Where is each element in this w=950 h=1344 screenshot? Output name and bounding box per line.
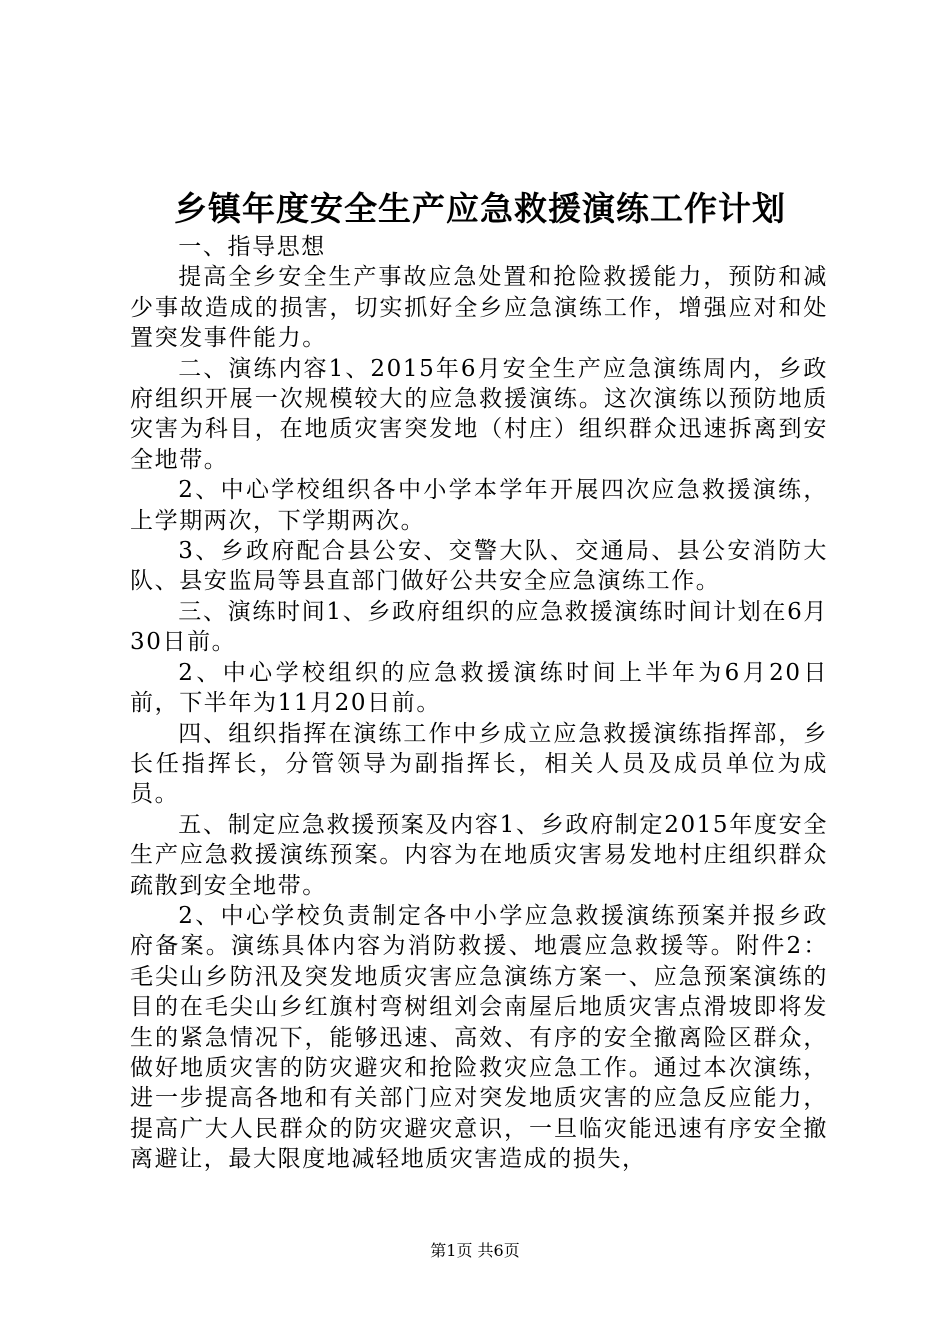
section-heading: 一、指导思想 [178,234,326,260]
paragraph: 2、中心学校组织各中小学本学年开展四次应急救援演练，上学期两次，下学期两次。 [130,477,828,534]
paragraph: 3、乡政府配合县公安、交警大队、交通局、县公安消防大队、县安监局等县直部门做好公共安全应急演练工作。 [130,538,828,595]
paragraph: 2、中心学校负责制定各中小学应急救援演练预案并报乡政府备案。演练具体内容为消防救援、地震应急救援等。附件2：毛尖山乡防汛及突发地质灾害应急演练方案一、应急预案演练的目的在毛尖山乡红旗村弯树组刘会南屋后地质灾害点滑坡即将发生的紧急情况下，能够迅速、高效、有序的安全撤离险区群众，做好地质灾害的防灾避灾和抢险救灾应急工作。通过本次演练，进一步提高各地和有关部门应对突发地质灾害的应急反应能力，提高广大人民群众的防灾避灾意识，一旦临灾能迅速有序安全撤离避让，最大限度地减轻地质灾害造成的损失， [130,902,828,1173]
document-body [130,232,828,1175]
paragraph: 2、中心学校组织的应急救援演练时间上半年为6月20日前，下半年为11月20日前。 [130,659,828,717]
document-title: 乡镇年度安全生产应急救援演练工作计划 [174,189,786,228]
section-heading: 二、演练内容1、2015年6月安全生产应急演练周内，乡政府组织开展一次规模较大的应急救援演练。这次演练以预防地质灾害为科目，在地质灾害突发地（村庄）组织群众迅速拆离到安全地带。 [130,355,828,473]
section-heading: 四、组织指挥在演练工作中乡成立应急救援演练指挥部，乡长任指挥长，分管领导为副指挥长，相关人员及成员单位为成员。 [130,720,828,808]
paragraph: 提高全乡安全生产事故应急处置和抢险救援能力，预防和减少事故造成的损害，切实抓好全乡应急演练工作，增强应对和处置突发事件能力。 [130,264,828,352]
section-heading: 三、演练时间1、乡政府组织的应急救援演练时间计划在6月30日前。 [130,598,828,656]
section-heading: 五、制定应急救援预案及内容1、乡政府制定2015年度安全生产应急救援演练预案。内容为在地质灾害易发地村庄组织群众疏散到安全地带。 [130,811,828,899]
page-footer: 第1页 共6页 [430,1241,520,1260]
